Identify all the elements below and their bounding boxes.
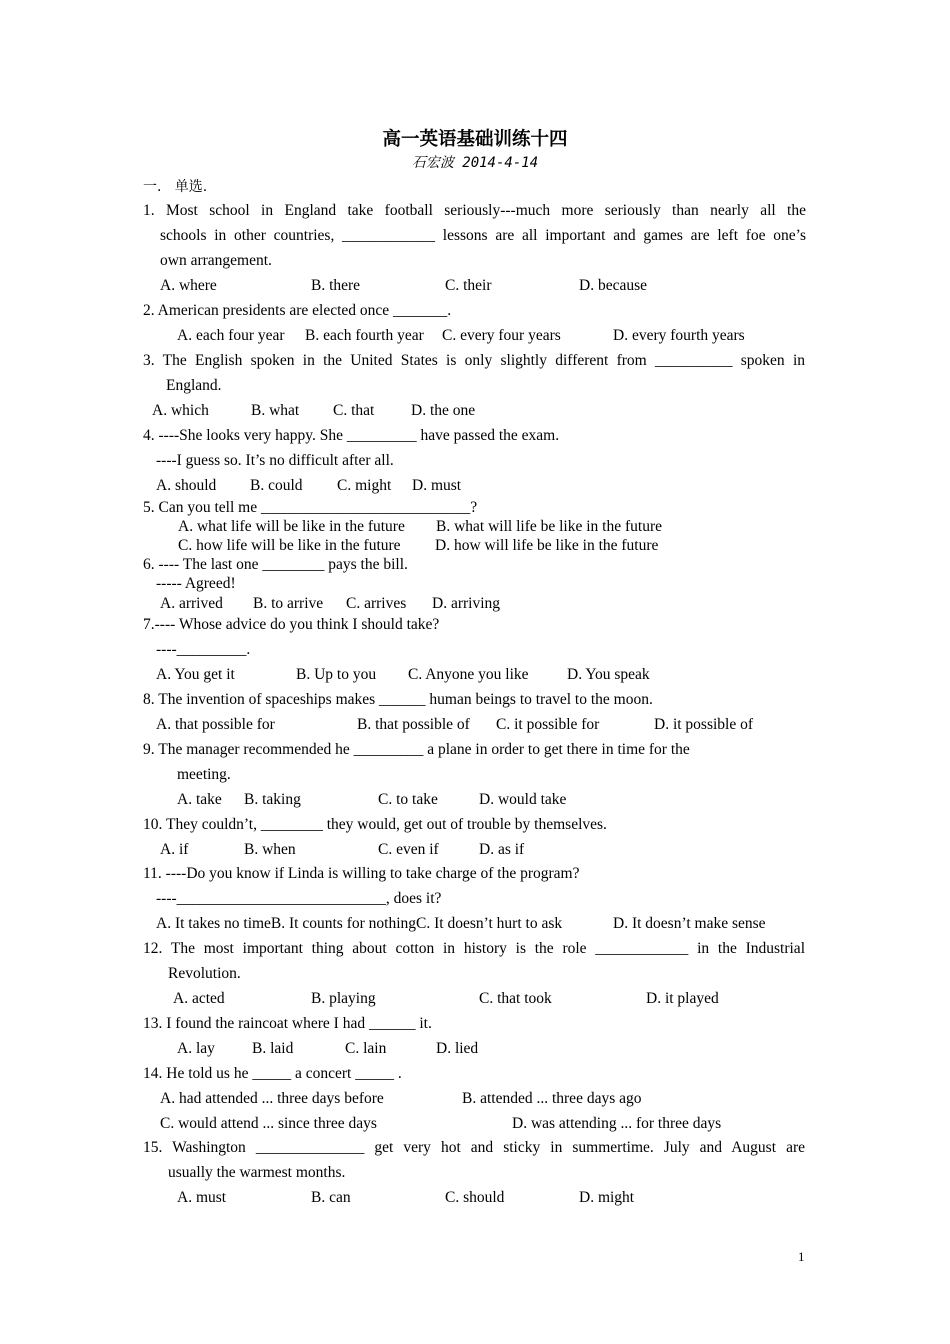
option-d: D. it possible of <box>654 716 754 733</box>
option-c: C. should <box>445 1189 505 1206</box>
option-c: C. that <box>333 402 375 419</box>
option-d: D. might <box>579 1189 635 1206</box>
option-a: A. acted <box>173 990 225 1007</box>
option-b: B. could <box>250 477 303 494</box>
question-13: 13. I found the raincoat where I had ______ it. <box>143 1015 432 1032</box>
option-d: D. how will life be like in the future <box>435 537 659 554</box>
option-a: A. arrived <box>160 595 223 612</box>
question-14: 14. He told us he _____ a concert _____ . <box>143 1065 402 1082</box>
option-c: C. their <box>445 277 492 294</box>
question-2: 2. American presidents are elected once _______. <box>143 302 452 319</box>
option-a: A. take <box>177 791 222 808</box>
option-b: B. playing <box>311 990 376 1007</box>
option-c: C. even if <box>378 841 439 858</box>
option-b: B. attended ... three days ago <box>462 1090 642 1107</box>
option-c: C. might <box>337 477 392 494</box>
author-date: 石宏波 2014-4-14 <box>411 155 539 171</box>
option-d: D. every fourth years <box>613 327 745 344</box>
option-b: B. taking <box>244 791 301 808</box>
option-a: A. You get it <box>156 666 235 683</box>
option-c: C. every four years <box>442 327 561 344</box>
option-a: A. lay <box>177 1040 215 1057</box>
question-3-line-1: 3. The English spoken in the United States is only slightly different from __________ spoken in <box>143 352 805 369</box>
options-a-b-c: A. It takes no timeB. It counts for nothingC. It doesn’t hurt to ask <box>156 915 563 932</box>
option-c: C. Anyone you like <box>408 666 529 683</box>
option-c: C. it possible for <box>496 716 600 733</box>
question-4-line-1: 4. ----She looks very happy. She _________ have passed the exam. <box>143 427 560 444</box>
option-a: A. that possible for <box>156 716 275 733</box>
question-11-line-2: ----___________________________, does it? <box>156 890 442 907</box>
option-a: A. each four year <box>177 327 285 344</box>
option-b: B. to arrive <box>253 595 324 612</box>
question-10: 10. They couldn’t, ________ they would, get out of trouble by themselves. <box>143 816 607 833</box>
question-1-line-2: schools in other countries, ____________ lessons are all important and games are left foe one’s <box>160 227 806 244</box>
option-a: A. must <box>177 1189 227 1206</box>
option-c: C. how life will be like in the future <box>178 537 401 554</box>
option-d: D. You speak <box>567 666 650 683</box>
option-c: C. lain <box>345 1040 387 1057</box>
question-12-line-2: Revolution. <box>168 965 241 982</box>
question-1-line-3: own arrangement. <box>160 252 272 269</box>
option-b: B. laid <box>252 1040 294 1057</box>
question-7-line-1: 7.---- Whose advice do you think I should take? <box>143 616 440 633</box>
option-b: B. that possible of <box>357 716 470 733</box>
option-c: C. that took <box>479 990 552 1007</box>
option-d: D. as if <box>479 841 525 858</box>
page-number: 1 <box>798 1249 805 1264</box>
option-a: A. had attended ... three days before <box>160 1090 384 1107</box>
question-15-line-1: 15. Washington ______________ get very hot and sticky in summertime. July and August are <box>143 1139 805 1156</box>
option-c: C. arrives <box>346 595 407 612</box>
option-d: D. must <box>412 477 462 494</box>
option-c: C. to take <box>378 791 438 808</box>
option-c: C. would attend ... since three days <box>160 1115 377 1132</box>
option-a: A. should <box>156 477 217 494</box>
question-6-line-2: ----- Agreed! <box>156 575 236 592</box>
question-12-line-1: 12. The most important thing about cotton in history is the role ____________ in the Industrial <box>143 940 805 957</box>
page-title: 高一英语基础训练十四 <box>382 129 568 150</box>
option-a: A. what life will be like in the future <box>178 518 405 535</box>
option-d: D. It doesn’t make sense <box>613 915 766 932</box>
section-heading: 一. 单选. <box>143 179 208 195</box>
option-b: B. each fourth year <box>305 327 424 344</box>
option-a: A. if <box>160 841 189 858</box>
option-b: B. when <box>244 841 296 858</box>
question-8: 8. The invention of spaceships makes ______ human beings to travel to the moon. <box>143 691 653 708</box>
option-b: B. what <box>251 402 300 419</box>
option-a: A. where <box>160 277 217 294</box>
question-9-line-2: meeting. <box>177 766 231 783</box>
option-d: D. arriving <box>432 595 501 612</box>
option-b: B. can <box>311 1189 351 1206</box>
option-d: D. it played <box>646 990 719 1007</box>
question-7-line-2: ----_________. <box>156 641 251 658</box>
question-11-line-1: 11. ----Do you know if Linda is willing to take charge of the program? <box>143 865 580 882</box>
option-b: B. what will life be like in the future <box>436 518 662 535</box>
question-4-line-2: ----I guess so. It’s no difficult after all. <box>156 452 394 469</box>
option-b: B. Up to you <box>296 666 377 683</box>
question-1-line-1: 1. Most school in England take football seriously---much more seriously than nearly all the <box>143 202 806 219</box>
question-15-line-2: usually the warmest months. <box>168 1164 346 1181</box>
option-d: D. lied <box>436 1040 479 1057</box>
option-b: B. there <box>311 277 361 294</box>
option-d: D. would take <box>479 791 567 808</box>
question-6-line-1: 6. ---- The last one ________ pays the bill. <box>143 556 408 573</box>
question-5: 5. Can you tell me ___________________________? <box>143 499 478 516</box>
option-a: A. which <box>152 402 209 419</box>
question-3-line-2: England. <box>166 377 222 394</box>
option-d: D. because <box>579 277 647 294</box>
option-d: D. the one <box>411 402 476 419</box>
option-d: D. was attending ... for three days <box>512 1115 722 1132</box>
question-9-line-1: 9. The manager recommended he _________ a plane in order to get there in time for the <box>143 741 690 758</box>
